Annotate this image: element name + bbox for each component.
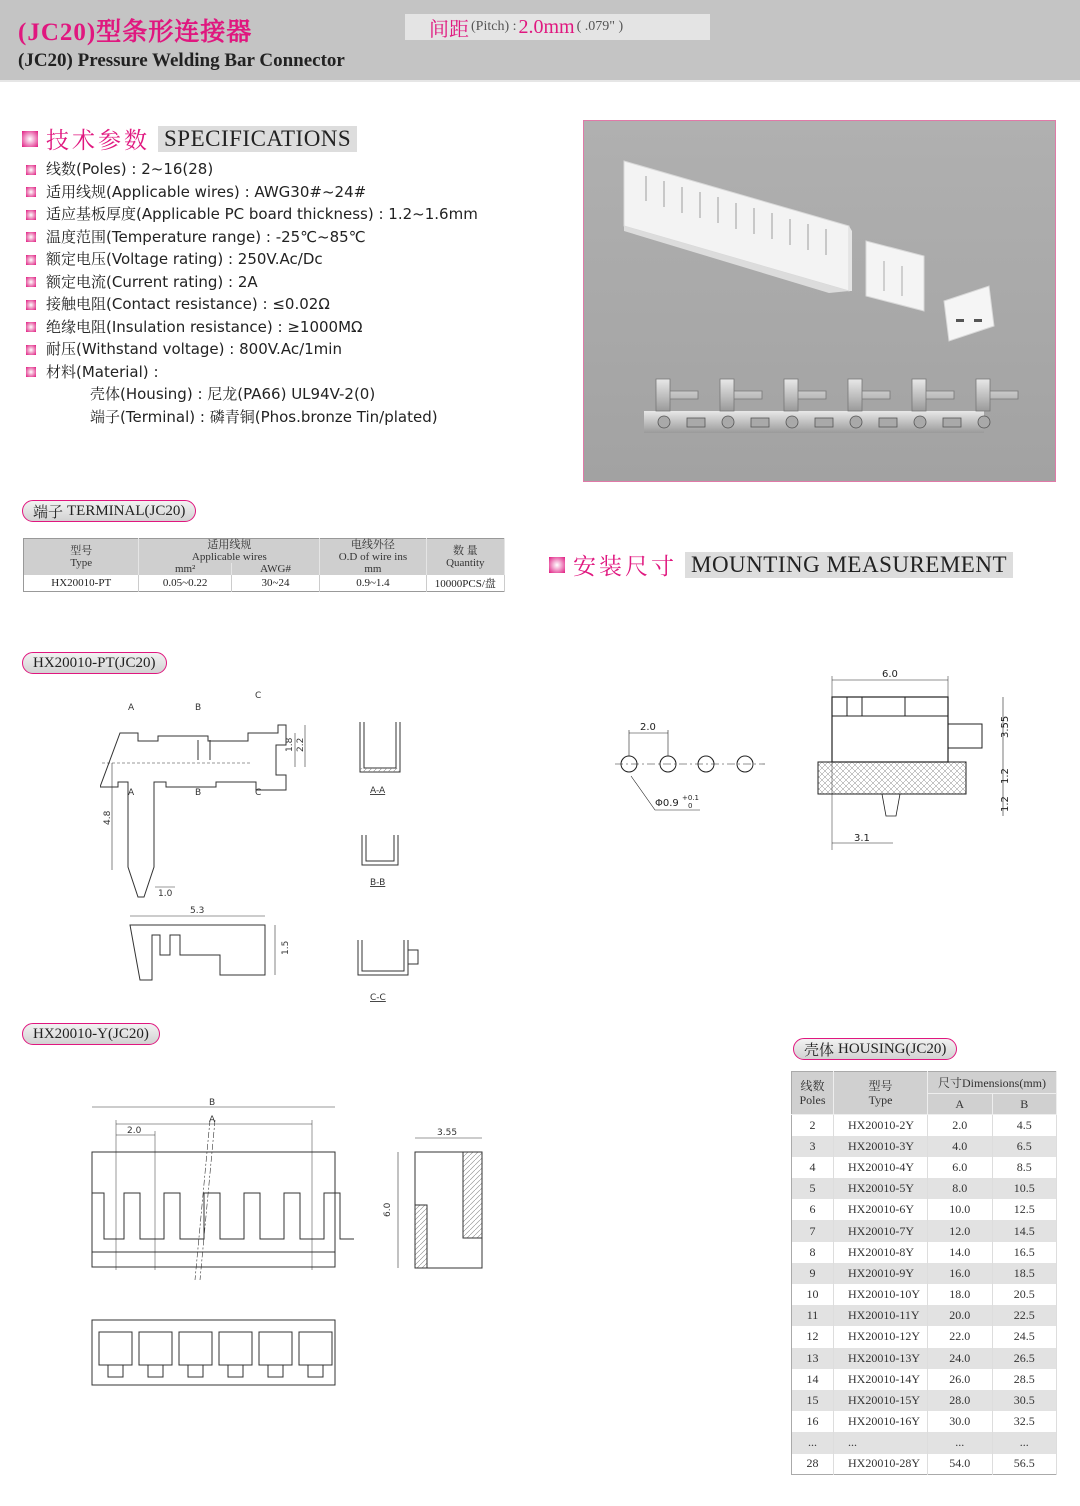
cell-type: HX20010-16Y (834, 1411, 928, 1432)
bullet-icon (26, 187, 36, 197)
cell-type: HX20010-10Y (834, 1284, 928, 1305)
spec-value: : (153, 362, 159, 381)
spec-label: 额定电流(Current rating) (46, 272, 224, 291)
spec-value: : AWG30#~24# (244, 182, 367, 201)
cell-a: 26.0 (928, 1369, 993, 1390)
pitch-cn: 间距 (429, 16, 469, 41)
label-a: A (128, 703, 135, 713)
cell-type: HX20010-12Y (834, 1326, 928, 1347)
dim-hole: Φ0.9 (655, 798, 679, 809)
spec-item (26, 203, 478, 226)
table-row (792, 1263, 1057, 1284)
spec-label: 绝缘电阻(Insulation resistance) (46, 317, 273, 336)
housing-pill-en: HOUSING(JC20) (838, 1040, 947, 1057)
mounting-drawing (600, 660, 1020, 850)
table-row (24, 575, 505, 592)
dim-a: A (209, 1115, 216, 1125)
pitch-value: 2.0mm (518, 15, 575, 38)
spec-value: : ≥1000MΩ (277, 317, 363, 336)
spec-value: : -25℃~85℃ (265, 227, 366, 246)
pitch-box (405, 14, 710, 40)
product-photo-illustration (584, 121, 1056, 482)
cell-poles: 2 (792, 1115, 834, 1136)
table-row (792, 1136, 1057, 1157)
spec-label: 额定电压(Voltage rating) (46, 250, 224, 268)
page-header (0, 0, 1080, 82)
bullet-icon (26, 345, 36, 355)
bullet-icon (26, 322, 36, 332)
spec-heading-cn: 技术参数 (46, 128, 150, 154)
col-qty (426, 539, 504, 576)
material-label: 壳体(Housing) (90, 385, 193, 403)
bullet-square-icon (549, 557, 565, 573)
bullet-icon (26, 165, 36, 175)
spec-item (26, 248, 478, 271)
pitch-inch: ( .079" ) (576, 19, 624, 34)
cell-a: 18.0 (928, 1284, 993, 1305)
th-od-cn: 电线外径 (350, 539, 395, 551)
cell-poles: 3 (792, 1136, 834, 1157)
section-cc-outline (358, 940, 408, 975)
cell-a: 6.0 (928, 1157, 993, 1178)
cell-b: 32.5 (992, 1411, 1057, 1432)
mounting-heading-cn: 安装尺寸 (573, 554, 677, 580)
cell-b: 28.5 (992, 1369, 1057, 1390)
cell-poles: 5 (792, 1178, 834, 1199)
cell-a: 30.0 (928, 1411, 993, 1432)
cell-type: ... (834, 1432, 928, 1453)
col-b: B (992, 1094, 1057, 1115)
label-b-lower: B (195, 788, 202, 798)
spec-value: : 2A (228, 272, 258, 291)
spec-value: : ≤0.02Ω (262, 295, 330, 313)
label-section-cc: C-C (370, 993, 386, 1003)
dim-tol-zero: 0 (688, 802, 693, 810)
label-a-lower: A (128, 788, 135, 798)
cell-type: HX20010-5Y (834, 1178, 928, 1199)
label-b: B (195, 703, 202, 713)
terminal-pill-cn: 端子 (33, 502, 64, 521)
material-value: : 磷青铜(Phos.bronze Tin/plated) (199, 407, 438, 426)
cell-b: 12.5 (992, 1199, 1057, 1220)
cell-type: HX20010-15Y (834, 1390, 928, 1411)
terminal-pill-en: TERMINAL(JC20) (67, 502, 186, 519)
cell-a: 16.0 (928, 1263, 993, 1284)
col-wires (139, 539, 320, 564)
title-cn-text: 型条形连接器 (96, 17, 253, 46)
bullet-icon (26, 210, 36, 220)
cell-poles: 8 (792, 1242, 834, 1263)
spec-label: 线数(Poles) (46, 160, 127, 178)
th-type-en: Type (868, 1093, 893, 1107)
cell-type: HX20010-11Y (834, 1305, 928, 1326)
spec-value: : 2~16(28) (131, 160, 214, 178)
page-title-en: (JC20) Pressure Welding Bar Connector (18, 50, 345, 71)
th-qty-cn: 数 量 (452, 545, 478, 557)
dim-height: 6.0 (383, 1202, 393, 1217)
housing-table (791, 1071, 1057, 1475)
dim-b: B (209, 1098, 216, 1108)
dim-1-5: 1.5 (281, 940, 291, 955)
dim-pitch: 2.0 (127, 1126, 142, 1136)
th-poles-en: Poles (799, 1093, 826, 1107)
cell-a: 20.0 (928, 1305, 993, 1326)
dim-5-3: 5.3 (190, 906, 205, 916)
specifications-heading (22, 122, 357, 155)
dim-pin: 1.2 (1000, 796, 1011, 812)
cell-b: 56.5 (992, 1454, 1057, 1475)
table-row (792, 1115, 1057, 1136)
material-label: 端子(Terminal) (90, 407, 196, 426)
th-type-cn: 型号 (868, 1079, 893, 1093)
cell-a: 24.0 (928, 1348, 993, 1369)
cell-a: 10.0 (928, 1199, 993, 1220)
housing-pill-cn: 壳体 (804, 1040, 835, 1059)
bullet-square-icon (22, 131, 38, 147)
col-od (320, 539, 426, 564)
cell-poles: 10 (792, 1284, 834, 1305)
table-row (792, 1454, 1057, 1475)
cell-poles: 7 (792, 1220, 834, 1241)
table-row (792, 1157, 1057, 1178)
cell-b: 16.5 (992, 1242, 1057, 1263)
cell-b: 8.5 (992, 1157, 1057, 1178)
cell-b: 20.5 (992, 1284, 1057, 1305)
spec-item (26, 226, 478, 249)
bullet-icon (26, 277, 36, 287)
cell-b: 14.5 (992, 1220, 1057, 1241)
terminal-drawing-pill: HX20010-PT(JC20) (22, 652, 167, 674)
material-item (26, 383, 478, 406)
label-section-bb: B-B (370, 878, 386, 888)
spec-item (26, 181, 478, 204)
cell-poles: 13 (792, 1348, 834, 1369)
cell-b: 26.5 (992, 1348, 1057, 1369)
th-type-cn: 型号 (70, 545, 93, 557)
cell-mm2: 0.05~0.22 (139, 575, 231, 592)
cell-type: HX20010-3Y (834, 1136, 928, 1157)
dim-2-2: 2.2 (296, 737, 306, 752)
table-row (792, 1432, 1057, 1453)
cell-a: 8.0 (928, 1178, 993, 1199)
bullet-icon (26, 232, 36, 242)
spec-label: 温度范围(Temperature range) (46, 227, 262, 246)
cell-b: 10.5 (992, 1178, 1057, 1199)
dim-tol-plus: +0.1 (682, 794, 699, 802)
bullet-icon (26, 300, 36, 310)
spec-value: : 1.2~1.6mm (378, 205, 478, 223)
terminal-pill (22, 500, 196, 522)
cell-a: ... (928, 1432, 993, 1453)
material-item (26, 406, 478, 429)
cell-b: 6.5 (992, 1136, 1057, 1157)
dim-height: 3.55 (1000, 715, 1011, 738)
col-type (24, 539, 139, 576)
th-wires-cn: 适用线规 (207, 539, 252, 551)
cell-type: HX20010-6Y (834, 1199, 928, 1220)
cell-poles: 11 (792, 1305, 834, 1326)
cell-type: HX20010-8Y (834, 1242, 928, 1263)
spec-item (26, 158, 478, 181)
dim-depth: 3.55 (437, 1128, 458, 1138)
table-row (792, 1348, 1057, 1369)
spec-item (26, 316, 478, 339)
table-row (792, 1369, 1057, 1390)
dim-4-8: 4.8 (103, 810, 113, 825)
table-row (792, 1305, 1057, 1326)
spec-item (26, 271, 478, 294)
spec-value: : 800V.Ac/1min (229, 340, 342, 358)
cell-od: 0.9~1.4 (320, 575, 426, 592)
col-dimensions: 尺寸Dimensions(mm) (928, 1072, 1057, 1094)
cell-b: ... (992, 1432, 1057, 1453)
table-row (792, 1326, 1057, 1347)
th-type-en: Type (70, 557, 93, 569)
cell-a: 2.0 (928, 1115, 993, 1136)
cell-type: HX20010-9Y (834, 1263, 928, 1284)
cell-type: HX20010-7Y (834, 1220, 928, 1241)
cell-a: 14.0 (928, 1242, 993, 1263)
bullet-icon (26, 255, 36, 265)
cell-poles: ... (792, 1432, 834, 1453)
mounting-heading-en: MOUNTING MEASUREMENT (685, 552, 1013, 578)
terminal-outline (100, 725, 286, 897)
section-bb-outline (362, 835, 398, 865)
table-row (792, 1390, 1057, 1411)
table-row (792, 1220, 1057, 1241)
dim-pitch: 2.0 (640, 722, 656, 733)
cell-poles: 6 (792, 1199, 834, 1220)
housing-pill (793, 1038, 957, 1060)
cell-b: 4.5 (992, 1115, 1057, 1136)
dim-width: 6.0 (882, 669, 898, 680)
label-section-aa: A-A (370, 786, 386, 796)
pitch-label: (Pitch) : (471, 19, 517, 34)
th-poles-cn: 线数 (800, 1079, 825, 1093)
spec-item (26, 361, 478, 384)
product-photo (583, 120, 1056, 482)
cell-type: HX20010-13Y (834, 1348, 928, 1369)
col-a: A (928, 1094, 993, 1115)
spec-heading-en: SPECIFICATIONS (158, 126, 357, 152)
terminal-table (23, 538, 505, 592)
spec-label: 接触电阻(Contact resistance) (46, 295, 258, 313)
table-row (792, 1242, 1057, 1263)
bullet-icon (26, 367, 36, 377)
cell-type: HX20010-PT (24, 575, 139, 592)
th-qty-en: Quantity (446, 557, 485, 569)
section-aa-outline (360, 722, 400, 772)
cell-b: 22.5 (992, 1305, 1057, 1326)
cell-poles: 14 (792, 1369, 834, 1390)
table-row (792, 1178, 1057, 1199)
cell-b: 30.5 (992, 1390, 1057, 1411)
cell-b: 24.5 (992, 1326, 1057, 1347)
cell-poles: 4 (792, 1157, 834, 1178)
cell-poles: 12 (792, 1326, 834, 1347)
terminal-side-outline (130, 925, 265, 980)
cell-b: 18.5 (992, 1263, 1057, 1284)
terminal-drawing (100, 680, 440, 1010)
table-row (792, 1199, 1057, 1220)
spec-value: : 250V.Ac/Dc (227, 250, 323, 268)
mounting-heading (549, 548, 1013, 581)
cell-poles: 9 (792, 1263, 834, 1284)
dim-1-8: 1.8 (285, 737, 295, 752)
table-row (792, 1411, 1057, 1432)
housing-drawing (85, 1095, 505, 1405)
cell-poles: 15 (792, 1390, 834, 1411)
col-type (834, 1072, 928, 1115)
cell-awg: 30~24 (231, 575, 319, 592)
cell-a: 28.0 (928, 1390, 993, 1411)
cell-type: HX20010-2Y (834, 1115, 928, 1136)
cell-a: 54.0 (928, 1454, 993, 1475)
housing-front-outline (92, 1152, 335, 1267)
dim-offset: 3.1 (854, 833, 870, 844)
cell-type: HX20010-14Y (834, 1369, 928, 1390)
cell-a: 4.0 (928, 1136, 993, 1157)
dim-board: 1.2 (1000, 768, 1011, 784)
cell-type: HX20010-28Y (834, 1454, 928, 1475)
cell-a: 22.0 (928, 1326, 993, 1347)
label-c: C (255, 691, 262, 701)
col-awg: AWG# (231, 563, 319, 575)
spec-label: 耐压(Withstand voltage) (46, 340, 225, 358)
spec-item (26, 293, 478, 316)
table-row (792, 1284, 1057, 1305)
cell-qty: 10000PCS/盘 (426, 575, 504, 592)
spec-label: 材料(Material) (46, 362, 149, 381)
th-od-en: O.D of wire ins (338, 551, 408, 563)
page-title-cn (18, 12, 252, 48)
material-value: : 尼龙(PA66) UL94V-2(0) (197, 385, 376, 403)
cell-poles: 28 (792, 1454, 834, 1475)
col-mm2: mm² (139, 563, 231, 575)
title-prefix: (JC20) (18, 19, 97, 46)
cell-type: HX20010-4Y (834, 1157, 928, 1178)
th-wires-en: Applicable wires (191, 551, 267, 563)
col-od-unit: mm (320, 563, 426, 575)
label-c-lower: C (255, 788, 262, 798)
spec-label: 适应基板厚度(Applicable PC board thickness) (46, 205, 374, 223)
dim-1-0: 1.0 (158, 889, 173, 899)
housing-drawing-pill: HX20010-Y(JC20) (22, 1023, 160, 1045)
spec-list (26, 158, 478, 428)
cell-a: 12.0 (928, 1220, 993, 1241)
spec-label: 适用线规(Applicable wires) (46, 182, 240, 201)
cell-poles: 16 (792, 1411, 834, 1432)
col-poles (792, 1072, 834, 1115)
spec-item (26, 338, 478, 361)
